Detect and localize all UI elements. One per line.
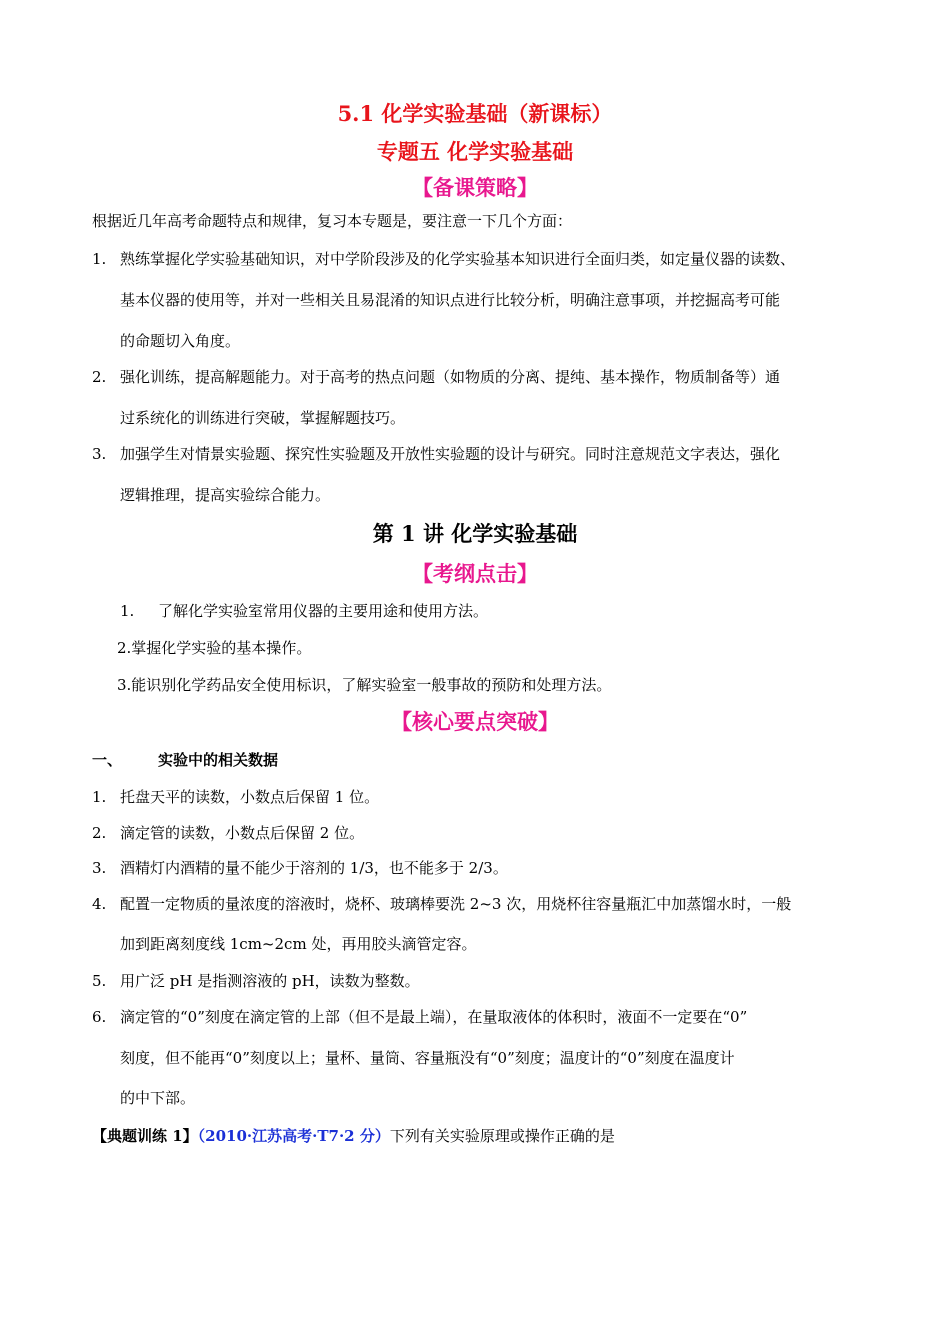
data-num-4: 4.	[92, 895, 107, 913]
heading-syllabus: 【考纲点击】	[412, 561, 538, 586]
data-num-5: 5.	[92, 972, 107, 990]
heading-core-points: 【核心要点突破】	[391, 709, 559, 734]
intro-text: 根据近几年高考命题特点和规律，复习本专题是，要注意一下几个方面：	[92, 212, 573, 230]
strategy-num-3: 3.	[92, 445, 107, 463]
topic-title: 专题五 化学实验基础	[376, 139, 574, 164]
strategy-3-line-2: 逻辑推理，提高实验综合能力。	[120, 486, 331, 504]
strategy-1-line-3: 的命题切入角度。	[120, 332, 241, 350]
subsection-title: 实验中的相关数据	[158, 751, 279, 769]
data-num-2: 2.	[92, 824, 107, 842]
exercise-source: （2010·江苏高考·T7·2 分）	[197, 1127, 390, 1145]
strategy-num-2: 2.	[92, 368, 107, 386]
syllabus-item-2: 2.掌握化学实验的基本操作。	[117, 639, 312, 657]
strategy-2-line-1: 强化训练，提高解题能力。对于高考的热点问题（如物质的分离、提纯、基本操作，物质制备等）通	[120, 368, 781, 386]
data-num-3: 3.	[92, 859, 107, 877]
data-item-5: 用广泛 pH 是指测溶液的 pH，读数为整数。	[120, 972, 420, 990]
data-num-6: 6.	[92, 1008, 107, 1026]
data-item-2: 滴定管的读数，小数点后保留 2 位。	[120, 824, 365, 842]
data-num-1: 1.	[92, 788, 107, 806]
data-item-6-line-3: 的中下部。	[120, 1089, 196, 1107]
data-item-4-line-2: 加到距离刻度线 1cm~2cm 处，再用胶头滴管定容。	[120, 935, 477, 953]
data-item-3: 酒精灯内酒精的量不能少于溶剂的 1/3，也不能多于 2/3。	[120, 859, 508, 877]
document-title: 5.1 化学实验基础（新课标）	[337, 101, 613, 126]
strategy-1-line-2: 基本仪器的使用等，并对一些相关且易混淆的知识点进行比较分析，明确注意事项，并挖掘高考可能	[120, 291, 781, 309]
data-item-4-line-1: 配置一定物质的量浓度的溶液时，烧杯、玻璃棒要洗 2~3 次，用烧杯往容量瓶汇中加蒸馏水时，一般	[120, 895, 792, 913]
data-item-1: 托盘天平的读数，小数点后保留 1 位。	[120, 788, 380, 806]
syllabus-item-3: 3.能识别化学药品安全使用标识，了解实验室一般事故的预防和处理方法。	[117, 676, 612, 694]
strategy-num-1: 1.	[92, 250, 107, 268]
strategy-3-line-1: 加强学生对情景实验题、探究性实验题及开放性实验题的设计与研究。同时注意规范文字表达，强化	[120, 445, 781, 463]
exercise-line	[92, 1126, 615, 1146]
syllabus-num-1: 1.	[120, 602, 135, 620]
heading-strategy: 【备课策略】	[412, 175, 538, 200]
subsection-num: 一、	[92, 751, 123, 769]
strategy-1-line-1: 熟练掌握化学实验基础知识，对中学阶段涉及的化学实验基本知识进行全面归类，如定量仪器的读数、	[120, 250, 796, 268]
strategy-2-line-2: 过系统化的训练进行突破，掌握解题技巧。	[120, 409, 406, 427]
data-item-6-line-1: 滴定管的“0”刻度在滴定管的上部（但不是最上端），在量取液体的体积时，液面不一定要在“0”	[120, 1008, 748, 1026]
exercise-question: 下列有关实验原理或操作正确的是	[389, 1127, 615, 1145]
exercise-label: 【典题训练 1】	[92, 1127, 198, 1145]
syllabus-item-1: 了解化学实验室常用仪器的主要用途和使用方法。	[158, 602, 489, 620]
lecture-title: 第 1 讲 化学实验基础	[372, 521, 578, 546]
data-item-6-line-2: 刻度，但不能再“0”刻度以上；量杯、量筒、容量瓶没有“0”刻度；温度计的“0”刻度在温度计	[120, 1049, 735, 1067]
